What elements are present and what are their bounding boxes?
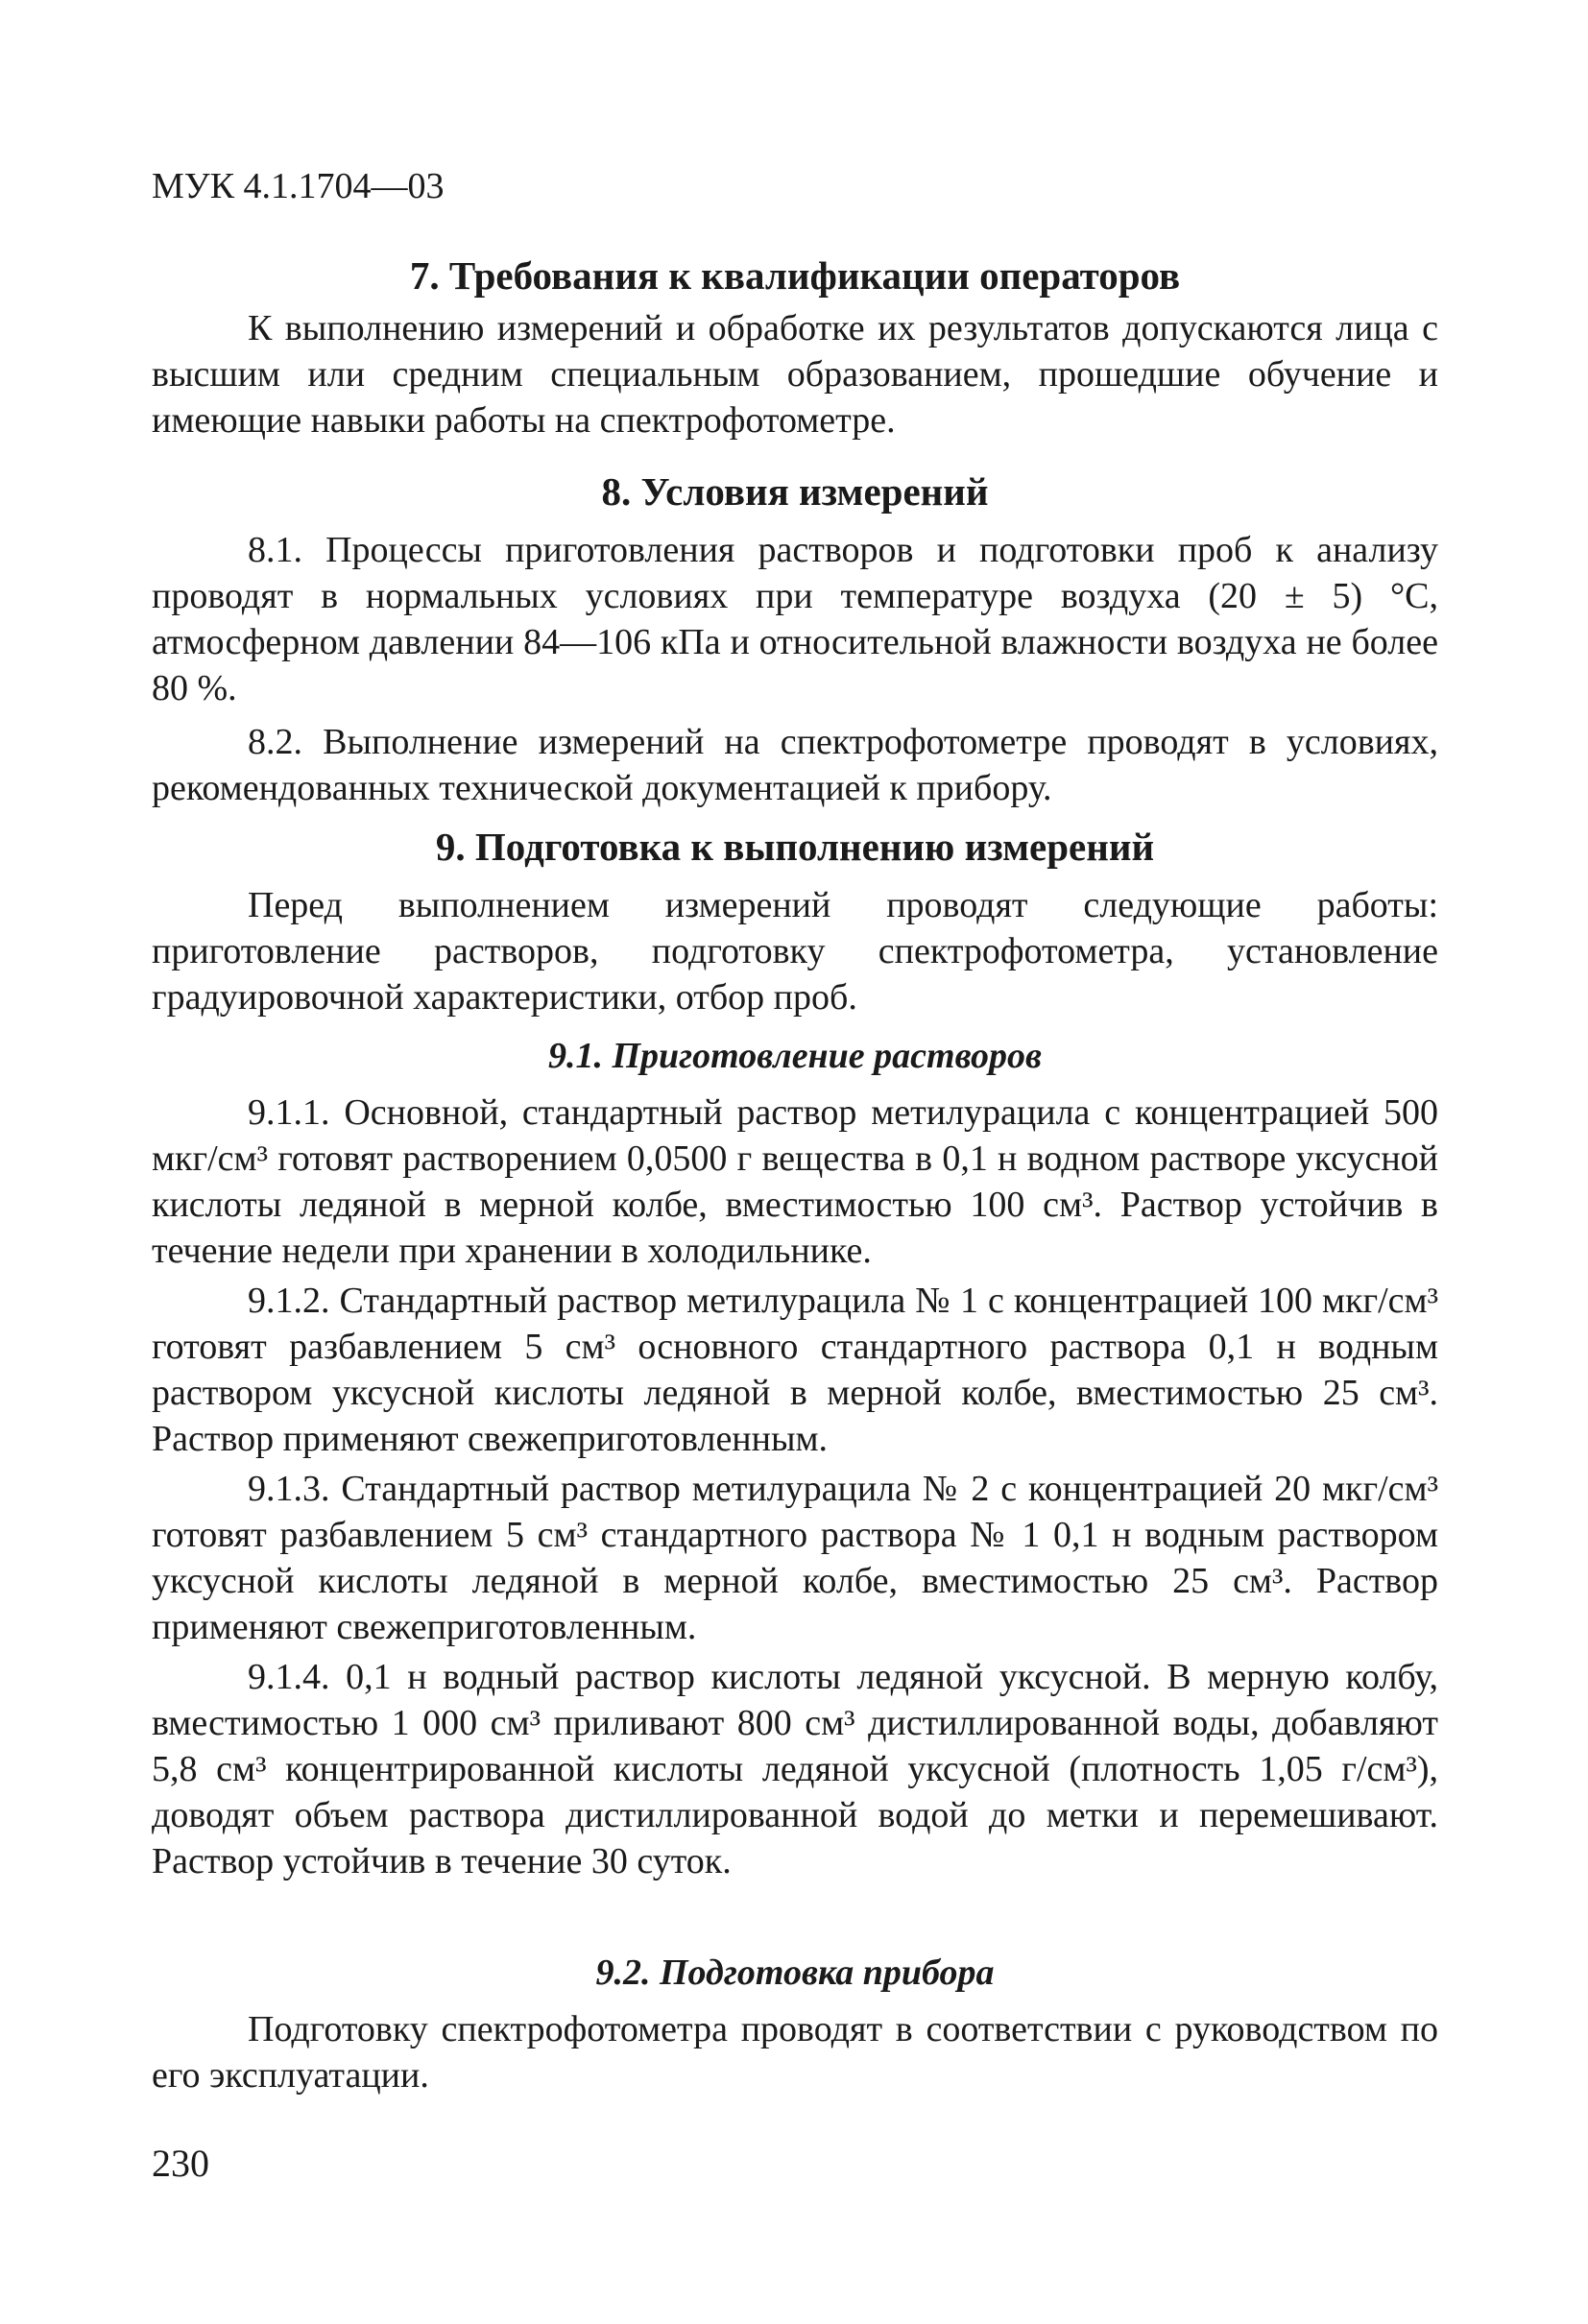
subsection-9-1 [152, 1032, 1438, 1884]
paragraph: 9.1.1. Основной, стандартный раствор метилурацила с концентрацией 500 мкг/см³ готовят растворением 0,0500 г вещества в 0,1 н водном растворе уксусной кислоты ледяной в мерной колбе, вместимостью 100 см³. Раствор устойчив в течение недели при хранении в холодильнике. [152, 1092, 1438, 1271]
subsection-heading: 9.1. Приготовление растворов [547, 1036, 1043, 1076]
page-number: 230 [152, 2142, 209, 2185]
paragraph: 8.1. Процессы приготовления растворов и подготовки проб к анализу проводят в нормальных условиях при температуре воздуха (20 ± 5) °С, атмосферном давлении 84—106 кПа и относительной влажности воздуха не более 80 %. [152, 530, 1438, 708]
running-head: МУК 4.1.1704—03 [152, 166, 445, 206]
subsection-heading: 9.2. Подготовка прибора [595, 1953, 995, 1993]
paragraph: 8.2. Выполнение измерений на спектрофотометре проводят в условиях, рекомендованных технической документацией к прибору. [152, 722, 1438, 808]
section-8 [152, 466, 1438, 811]
document-page [152, 144, 1438, 2313]
paragraph: 9.1.3. Стандартный раствор метилурацила № 2 с концентрацией 20 мкг/см³ готовят разбавлением 5 см³ стандартного раствора № 1 0,1 н водным раствором уксусной кислоты ледяной в мерной колбе, вместимостью 25 см³. Раствор применяют свежеприготовленным. [152, 1469, 1438, 1647]
subsection-9-2 [152, 1949, 1438, 2098]
paragraph: Перед выполнением измерений проводят следующие работы: приготовление растворов, подготовку спектрофотометра, установление градуировочной характеристики, отбор проб. [152, 885, 1438, 1018]
section-heading: 9. Подготовка к выполнению измерений [435, 825, 1155, 869]
paragraph: Подготовку спектрофотометра проводят в соответствии с руководством по его эксплуатации. [152, 2009, 1438, 2096]
section-9 [152, 821, 1438, 1020]
paragraph: 9.1.4. 0,1 н водный раствор кислоты ледяной уксусной. В мерную колбу, вместимостью 1 000 см³ приливают 800 см³ дистиллированной воды, добавляют 5,8 см³ концентрированной кислоты ледяной уксусной (плотность 1,05 г/см³), доводят объем раствора дистиллированной водой до метки и перемешивают. Раствор устойчив в течение 30 суток. [152, 1657, 1438, 1881]
paragraph: К выполнению измерений и обработке их результатов допускаются лица с высшим или средним специальным образованием, прошедшие обучение и имеющие навыки работы на спектрофотометре. [152, 308, 1438, 441]
paragraph: 9.1.2. Стандартный раствор метилурацила № 1 с концентрацией 100 мкг/см³ готовят разбавлением 5 см³ основного стандартного раствора 0,1 н водным раствором уксусной кислоты ледяной в мерной колбе, вместимостью 25 см³. Раствор применяют свежеприготовленным. [152, 1281, 1438, 1459]
section-heading: 8. Условия измерений [601, 469, 989, 514]
section-heading: 7. Требования к квалификации операторов [409, 253, 1181, 298]
section-7 [152, 250, 1438, 443]
